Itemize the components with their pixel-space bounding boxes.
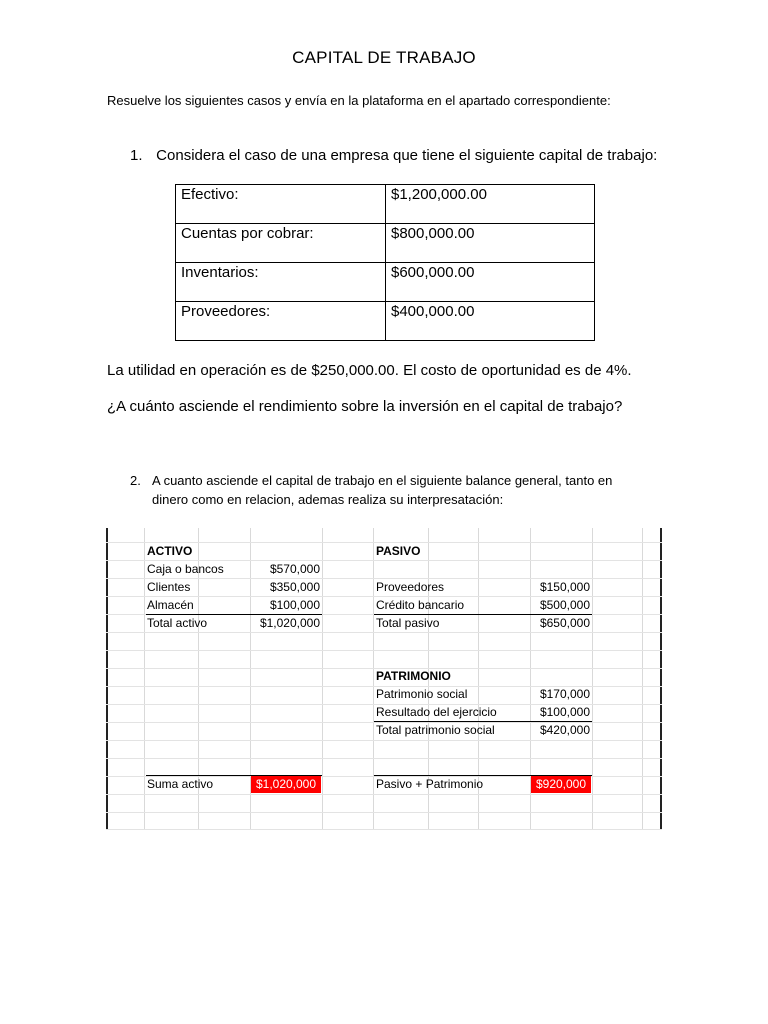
- question-1-number: 1.: [130, 147, 143, 164]
- patrimonio-label: Resultado del ejercicio: [376, 705, 497, 719]
- grid-line: [106, 596, 662, 597]
- table-row: [176, 302, 595, 341]
- question-1: [130, 147, 657, 164]
- total-underline: [146, 614, 322, 615]
- grid-line: [660, 528, 662, 830]
- activo-value: $350,000: [269, 580, 320, 594]
- grid-line: [106, 794, 662, 795]
- patrimonio-header: PATRIMONIO: [376, 669, 451, 683]
- suma-activo-label: Suma activo: [147, 777, 214, 791]
- row-value: $600,000.00: [386, 263, 595, 302]
- total-patrimonio-value: $420,000: [539, 723, 590, 737]
- activo-label: Caja o bancos: [147, 562, 224, 576]
- patrimonio-value: $100,000: [539, 705, 590, 719]
- row-label: Proveedores:: [176, 302, 386, 341]
- patrimonio-value: $170,000: [539, 687, 590, 701]
- grid-line: [322, 528, 323, 830]
- grid-line: [106, 632, 662, 633]
- row-label: Cuentas por cobrar:: [176, 224, 386, 263]
- question-2-text: A cuanto asciende el capital de trabajo en el siguiente balance general, tanto en dinero como en relacion, ademas realiza su interpresatación:: [152, 473, 613, 507]
- grid-line: [106, 740, 662, 741]
- row-value: $800,000.00: [386, 224, 595, 263]
- grid-line: [106, 542, 662, 543]
- activo-header: ACTIVO: [147, 544, 193, 558]
- total-underline: [374, 614, 592, 615]
- row-value: $400,000.00: [386, 302, 595, 341]
- pasivo-header: PASIVO: [376, 544, 421, 558]
- activo-value: $570,000: [269, 562, 320, 576]
- activo-label: Almacén: [147, 598, 194, 612]
- grid-line: [106, 829, 662, 830]
- table-row: [176, 185, 595, 224]
- pasivo-patrimonio-label: Pasivo + Patrimonio: [376, 777, 484, 791]
- table-row: [176, 224, 595, 263]
- table-row: [176, 263, 595, 302]
- activo-value: $100,000: [269, 598, 320, 612]
- grid-line: [106, 758, 662, 759]
- total-activo-value: $1,020,000: [259, 616, 320, 630]
- grid-line: [642, 528, 643, 830]
- patrimonio-label: Patrimonio social: [376, 687, 468, 701]
- question-2-number: 2.: [130, 473, 141, 488]
- operating-profit-text: La utilidad en operación es de $250,000.00. El costo de oportunidad es de 4%.: [107, 362, 632, 379]
- grid-line: [592, 528, 593, 830]
- row-label: Inventarios:: [176, 263, 386, 302]
- grid-line: [106, 812, 662, 813]
- total-activo-label: Total activo: [147, 616, 208, 630]
- grid-line: [144, 528, 145, 830]
- pasivo-value: $150,000: [539, 580, 590, 594]
- suma-activo-value: $1,020,000: [251, 776, 321, 793]
- pasivo-value: $500,000: [539, 598, 590, 612]
- pasivo-patrimonio-value: $920,000: [531, 776, 591, 793]
- grid-line: [106, 528, 108, 830]
- working-capital-table: [175, 184, 595, 341]
- grid-line: [373, 528, 374, 830]
- row-value: $1,200,000.00: [386, 185, 595, 224]
- total-pasivo-label: Total pasivo: [376, 616, 440, 630]
- total-pasivo-value: $650,000: [539, 616, 590, 630]
- activo-label: Clientes: [147, 580, 191, 594]
- page-title: CAPITAL DE TRABAJO: [292, 48, 476, 67]
- row-label: Efectivo:: [176, 185, 386, 224]
- instructions-text: Resuelve los siguientes casos y envía en la plataforma en el apartado correspondiente:: [107, 93, 611, 108]
- question-2: [130, 471, 650, 509]
- question-1-text: Considera el caso de una empresa que tiene el siguiente capital de trabajo:: [156, 147, 658, 164]
- balance-sheet-image: [106, 528, 662, 830]
- grid-line: [106, 578, 662, 579]
- total-underline: [374, 721, 592, 722]
- pasivo-label: Crédito bancario: [376, 598, 465, 612]
- pasivo-label: Proveedores: [376, 580, 445, 594]
- grid-line: [106, 650, 662, 651]
- question-1-prompt: ¿A cuánto asciende el rendimiento sobre la inversión en el capital de trabajo?: [107, 398, 623, 415]
- grid-line: [106, 560, 662, 561]
- total-patrimonio-label: Total patrimonio social: [376, 723, 495, 737]
